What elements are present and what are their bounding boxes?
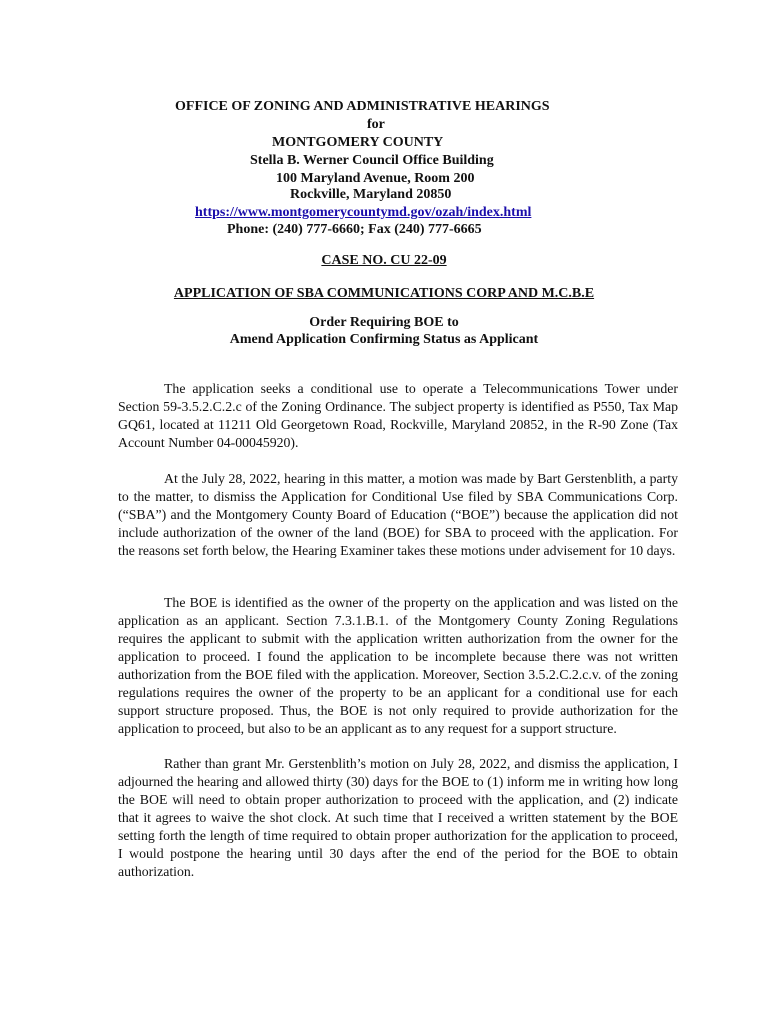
street-address: 100 Maryland Avenue, Room 200 xyxy=(276,171,475,186)
building-name: Stella B. Werner Council Office Building xyxy=(250,153,494,168)
body-paragraph-4 xyxy=(118,755,678,881)
paragraph-text: The application seeks a conditional use to operate a Telecommunications Tower under Section 59-3.5.2.C.2.c of the Zoning Ordinance. The subject property is identified as P550, Tax Map GQ61, located at 11211 Old Georgetown Road, Rockville, Maryland 20852, in the R-90 Zone (Tax Account Number 04-00045920). xyxy=(118,381,678,450)
body-paragraph-3 xyxy=(118,594,678,738)
paragraph-text: The BOE is identified as the owner of the property on the application and was listed on the application as an applicant. Section 7.3.1.B.1. of the Montgomery County Zoning Regulations requires the applicant to submit with the application written authorization from the owner for the application to proceed. I found the application to be incomplete because there was not written authorization from the BOE filed with the application. Moreover, Section 3.5.2.C.2.c.v. of the zoning regulations requires the owner of the property to be an applicant for a conditional use for each support structure proposed. Thus, the BOE is not only required to provide authorization for the application to proceed, but also to be an applicant as to any request for a support structure. xyxy=(118,595,678,736)
body-paragraph-1 xyxy=(118,380,678,452)
order-title-line2: Amend Application Confirming Status as Applicant xyxy=(229,332,539,347)
county-name: MONTGOMERY COUNTY xyxy=(272,135,444,150)
phone-fax: Phone: (240) 777-6660; Fax (240) 777-6665 xyxy=(227,222,482,237)
city-address: Rockville, Maryland 20850 xyxy=(290,187,452,202)
office-name: OFFICE OF ZONING AND ADMINISTRATIVE HEARINGS xyxy=(175,99,550,114)
for-line: for xyxy=(367,117,385,132)
order-title-line1: Order Requiring BOE to xyxy=(309,315,459,330)
application-title: APPLICATION OF SBA COMMUNICATIONS CORP AND M.C.B.E xyxy=(173,286,595,301)
website-link[interactable]: https://www.montgomerycountymd.gov/ozah/index.html xyxy=(195,205,532,220)
paragraph-text: At the July 28, 2022, hearing in this matter, a motion was made by Bart Gerstenblith, a party to the matter, to dismiss the Application for Conditional Use filed by SBA Communications Corp. (“SBA”) and the Montgomery County Board of Education (“BOE”) because the application did not include authorization of the owner of the land (BOE) for SBA to proceed with the application. For the reasons set forth below, the Hearing Examiner takes these motions under advisement for 10 days. xyxy=(118,471,678,558)
body-paragraph-2 xyxy=(118,470,678,560)
case-number: CASE NO. CU 22-09 xyxy=(321,253,447,268)
paragraph-text: Rather than grant Mr. Gerstenblith’s motion on July 28, 2022, and dismiss the application, I adjourned the hearing and allowed thirty (30) days for the BOE to (1) inform me in writing how long the BOE will need to obtain proper authorization to proceed with the application, and (2) indicate that it agrees to waive the shot clock. At such time that I received a written statement by the BOE setting forth the length of time required to obtain proper authorization for the application to proceed, I would postpone the hearing until 30 days after the end of the period for the BOE to obtain authorization. xyxy=(118,756,678,879)
